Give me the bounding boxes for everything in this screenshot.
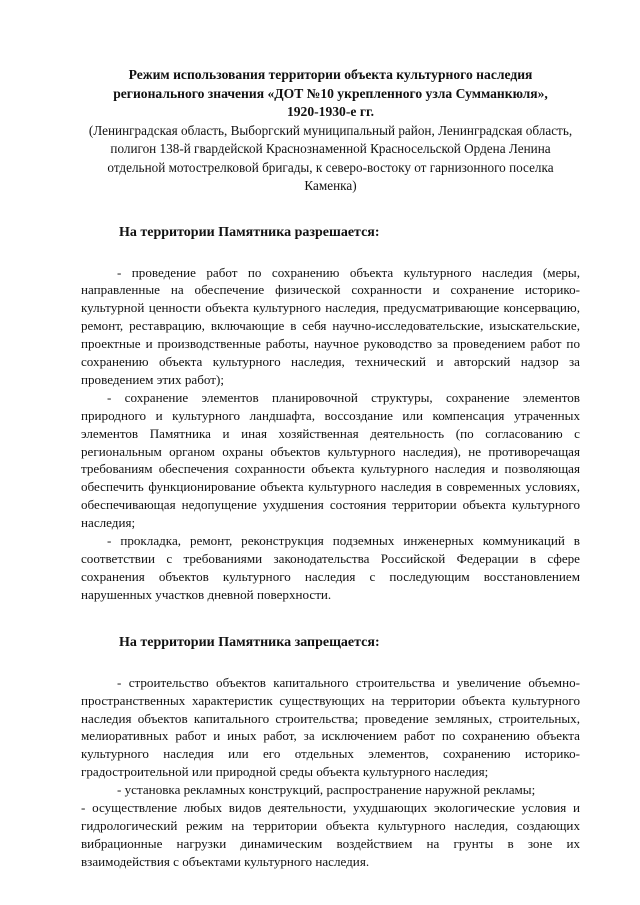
allowed-item: - прокладка, ремонт, реконструкция подземных инженерных коммуникаций в соответствии с требованиями законодательства Российской Федерации в сфере сохранения объектов культурного наследия с последующим восстановлением нарушенных участков дневной поверхности. bbox=[81, 533, 580, 602]
forbidden-heading: На территории Памятника запрещается: bbox=[119, 634, 380, 650]
location-description: (Ленинградская область, Выборгский муниципальный район, Ленинградская область, полигон 138-й гвардейской Краснознаменной Красносельской Ордена Ленина отдельной мотострелковой бригады, к северо-востоку от гарнизонного поселка Каменка) bbox=[88, 122, 573, 193]
allowed-item: - проведение работ по сохранению объекта культурного наследия (меры, направленные на обеспечение физической сохранности и сохранение историко-культурной ценности объекта культурного наследия, предусматривающие консервацию, ремонт, реставрацию, включающие в себя научно-исследовательские, изыскательские, проектные и производственные работы, научное руководство за проведением работ по сохранению объекта культурного наследия, технический и авторский надзор за проведением этих работ); bbox=[81, 264, 580, 387]
forbidden-list bbox=[81, 674, 580, 871]
allowed-item: - сохранение элементов планировочной структуры, сохранение элементов природного и культурного ландшафта, воссоздание или компенсация утраченных элементов Памятника и иная хозяйственная деятельность (по согласованию с региональным органом охраны объектов культурного наследия), не противоречащая требованиям обеспечения сохранности объекта культурного наследия и позволяющая обеспечить функционирование объекта культурного наследия в современных условиях, обеспечивающая недопущение ухудшения состояния территории объекта культурного наследия; bbox=[81, 389, 580, 531]
forbidden-item: - осуществление любых видов деятельности, ухудшающих экологические условия и гидрологический режим на территории объекта культурного наследия, создающих вибрационные нагрузки динамическим воздействием на грунты в зоне их взаимодействия с объектами культурного наследия. bbox=[81, 800, 580, 869]
title-line: Режим использования территории объекта культурного наследия bbox=[128, 67, 533, 82]
title-line: регионального значения «ДОТ №10 укрепленного узла Сумманкюля», bbox=[113, 85, 548, 101]
allowed-heading: На территории Памятника разрешается: bbox=[119, 224, 380, 240]
forbidden-item: - установка рекламных конструкций, распространение наружной рекламы; bbox=[117, 782, 536, 798]
allowed-list bbox=[81, 264, 580, 604]
forbidden-item: - строительство объектов капитального строительства и увеличение объемно-пространственных характеристик существующих на территории объекта культурного наследия объектов капитального строительства; проведение земляных, строительных, мелиоративных работ и иных работ, за исключением работ по сохранению объекта культурного наследия или его отдельных элементов, сохранению историко-градостроительной или природной среды объекта культурного наследия; bbox=[81, 674, 580, 780]
title-line: 1920-1930-е гг. bbox=[286, 104, 375, 119]
document-title bbox=[81, 66, 580, 122]
